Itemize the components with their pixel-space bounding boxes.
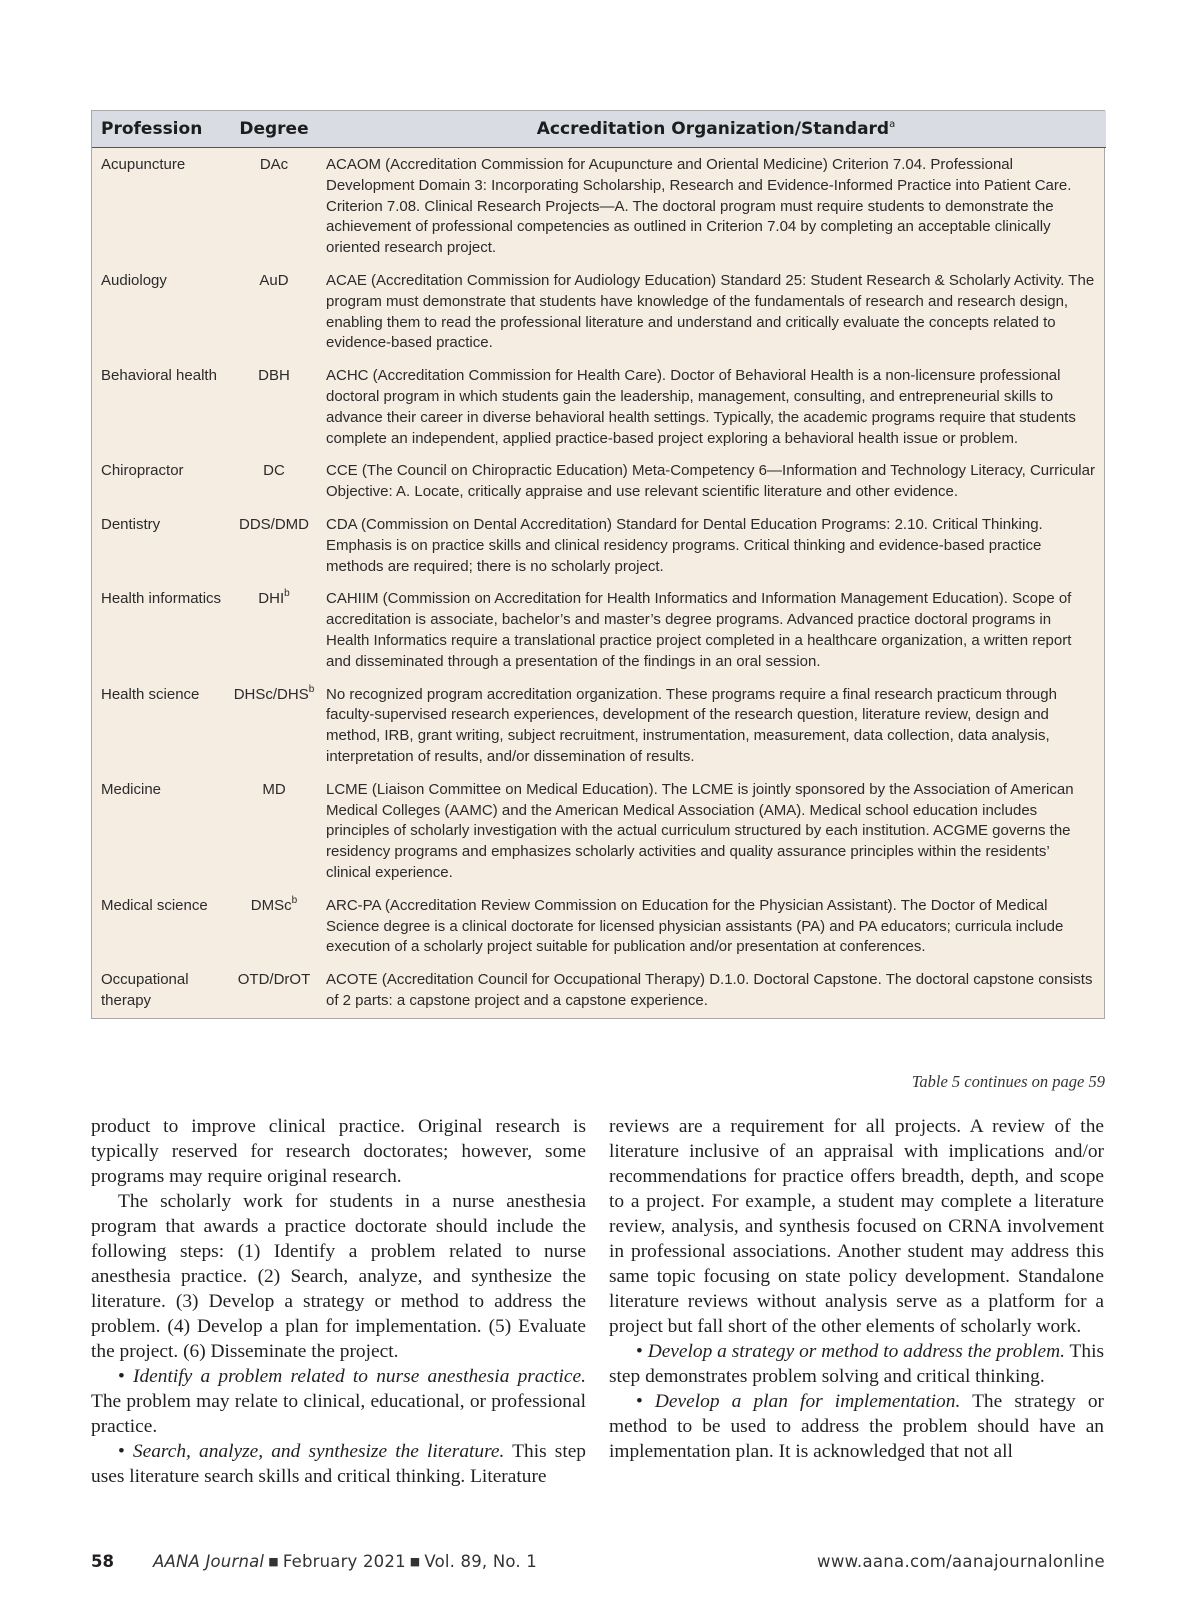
table-row	[92, 455, 1106, 509]
table-body	[92, 148, 1106, 1018]
paragraph: reviews are a requirement for all projects. A review of the literature inclusive of an appraisal with implications and/or recommendations for practice offers breadth, depth, and scope to a project. For example, a student may complete a literature review, analysis, and synthesis focused on CRNA involvement in professional associations. Another student may address this same topic focusing on state policy development. Standalone literature reviews without analysis serve as a platform for a project but fall short of the other elements of scholarly work.	[609, 1116, 1104, 1337]
bullet-heading: Develop a strategy or method to address the problem.	[647, 1341, 1065, 1362]
footnote-marker: b	[291, 894, 298, 906]
table-row	[92, 774, 1106, 890]
cell-degree: OTD/DrOT	[237, 971, 311, 989]
journal-name: AANA Journal	[153, 1552, 265, 1571]
separator-icon: ■	[409, 1555, 421, 1568]
table-row	[92, 360, 1106, 455]
table-row	[92, 509, 1106, 583]
issue-date: February 2021	[282, 1552, 406, 1571]
cell-standard: ACOTE (Accreditation Council for Occupational Therapy) D.1.0. Doctoral Capstone. The doctoral capstone consists of 2 parts: a capstone project and a capstone experience.	[326, 971, 1093, 1009]
accreditation-table-container	[91, 110, 1105, 1019]
cell-degree: DHSc/DHS$^b$	[233, 683, 315, 703]
paragraph: product to improve clinical practice. Original research is typically reserved for research doctorates; however, some programs may require original research.	[91, 1116, 586, 1187]
bullet-heading: Search, analyze, and synthesize the literature.	[132, 1441, 505, 1462]
accreditation-table	[92, 111, 1106, 1018]
table-row	[92, 148, 1106, 265]
cell-profession: Behavioral health	[101, 367, 217, 385]
table-row	[92, 265, 1106, 360]
cell-standard: CAHIIM (Commission on Accreditation for Health Informatics and Information Management Education). Scope of accreditation is associate, bachelor’s and master’s degree programs. Advanced practice doctoral programs in Health Informatics require a translational practice project completed in a healthcare organization, a written report and disseminated through a presentation of the findings in an oral session.	[326, 590, 1072, 670]
bullet-heading: Develop a plan for implementation.	[654, 1391, 961, 1412]
cell-profession: Acupuncture	[101, 156, 186, 173]
cell-degree: DDS/DMD	[239, 515, 309, 533]
page-number: 58	[91, 1552, 114, 1571]
cell-standard: ACHC (Accreditation Commission for Health Care). Doctor of Behavioral Health is a non-licensure professional doctoral program in which students gain the leadership, management, consulting, and entrepreneurial skills to advance their career in diverse behavioral health settings. Typically, the academic programs require that students complete an independent, applied practice-based project exploring a behavioral health issue or problem.	[326, 367, 1076, 447]
cell-profession: Audiology	[101, 271, 167, 289]
table-continues-note: Table 5 continues on page 59	[911, 1072, 1105, 1091]
cell-degree: DHI$^b$	[258, 588, 290, 608]
footnote-marker: b	[308, 683, 315, 695]
cell-degree: DMSc$^b$	[250, 894, 298, 914]
cell-profession: Occupational therapy	[101, 971, 189, 1009]
cell-degree: MD	[262, 780, 286, 798]
table-header	[92, 111, 1106, 148]
table-row	[92, 583, 1106, 678]
body-column-right	[609, 1114, 1104, 1464]
paragraph: The scholarly work for students in a nurse anesthesia program that awards a practice doctorate should include the following steps: (1) Identify a problem related to nurse anesthesia practice. (2) Search, analyze, and synthesize the literature. (3) Develop a strategy or method to address the problem. (4) Develop a plan for implementation. (5) Evaluate the project. (6) Disseminate the project.	[91, 1191, 586, 1362]
cell-degree: AuD	[259, 271, 289, 289]
page-footer	[91, 1552, 1105, 1576]
cell-profession: Dentistry	[101, 515, 161, 533]
header-degree: Degree	[222, 111, 326, 148]
bullet-paragraph: • Search, analyze, and synthesize the literature. This step uses literature search skills and critical thinking. Literature	[91, 1441, 587, 1487]
header-profession: Profession	[92, 111, 222, 148]
body-column-left	[91, 1114, 586, 1489]
cell-standard: CDA (Commission on Dental Accreditation) Standard for Dental Education Programs: 2.10. Critical Thinking. Emphasis is on practice skills and clinical residency programs. Critical thinking and evidence-based practice methods are required; there is no scholarly project.	[326, 515, 1043, 575]
cell-profession: Health science	[101, 685, 200, 703]
journal-citation	[153, 1552, 537, 1571]
cell-profession: Health informatics	[101, 590, 222, 608]
cell-degree: DAc	[259, 156, 289, 173]
table-row	[92, 679, 1106, 774]
cell-standard: CCE (The Council on Chiropractic Education) Meta-Competency 6—Information and Technology Literacy, Curricular Objective: A. Locate, critically appraise and use relevant scientific literature and other evidence.	[326, 462, 1095, 501]
cell-standard: LCME (Liaison Committee on Medical Education). The LCME is jointly sponsored by the Association of American Medical Colleges (AAMC) and the American Medical Association (AMA). Medical school education includes principles of scholarly investigation with the actual curriculum structured by each institution. ACGME governs the residency programs and emphasizes scholarly activities and quality assurance principles within the residents’ clinical experience.	[326, 780, 1074, 881]
volume-info: Vol. 89, No. 1	[424, 1552, 537, 1571]
cell-profession: Medical science	[101, 896, 208, 914]
cell-degree: DBH	[258, 367, 290, 385]
cell-standard: No recognized program accreditation organization. These programs require a final research practicum through faculty-supervised research experiences, development of the research question, literature review, design and method, IRB, grant writing, subject recruitment, instrumentation, measurement, data collection, data analysis, interpretation of results, and/or dissemination of results.	[326, 685, 1057, 765]
bullet-heading: Identify a problem related to nurse anesthesia practice.	[133, 1366, 586, 1387]
table-row	[92, 964, 1106, 1018]
header-standard: Accreditation Organization/Standard$^a$	[326, 111, 1106, 148]
bullet-paragraph: • Develop a strategy or method to address the problem. This step demonstrates problem solving and critical thinking.	[609, 1341, 1105, 1387]
cell-standard: ARC-PA (Accreditation Review Commission on Education for the Physician Assistant). The Doctor of Medical Science degree is a clinical doctorate for licensed physician assistants (PA) and PA educators; curricula include execution of a scholarly project suitable for publication and/or presentation at conferences.	[326, 896, 1064, 956]
cell-profession: Chiropractor	[101, 462, 184, 480]
cell-degree: DC	[263, 462, 285, 480]
cell-standard: ACAOM (Accreditation Commission for Acupuncture and Oriental Medicine) Criterion 7.04. Professional Development Domain 3: Incorporating Scholarship, Research and Evidence-Informed Practice into Patient Care. Criterion 7.08. Clinical Research Projects—A. The doctoral program must require students to demonstrate the achievement of professional competencies as outlined in Criterion 7.04 by completing an acceptable clinically oriented research project.	[326, 156, 1072, 257]
journal-url: www.aana.com/aanajournalonline	[817, 1552, 1105, 1571]
separator-icon: ■	[268, 1555, 279, 1568]
cell-standard: ACAE (Accreditation Commission for Audiology Education) Standard 25: Student Research & Scholarly Activity. The program must demonstrate that students have knowledge of the fundamentals of research and research design, enabling them to read the professional literature and understand and critically evaluate the concepts related to evidence-based practice.	[326, 271, 1095, 352]
cell-profession: Medicine	[101, 780, 162, 798]
footnote-marker: b	[284, 588, 290, 600]
header-footnote-marker: a	[889, 119, 896, 130]
table-row	[92, 890, 1106, 964]
bullet-paragraph: • Identify a problem related to nurse anesthesia practice. The problem may relate to clinical, educational, or professional practice.	[91, 1366, 586, 1437]
bullet-paragraph: • Develop a plan for implementation. The strategy or method to be used to address the problem should have an implementation plan. It is acknowledged that not all	[609, 1391, 1104, 1462]
